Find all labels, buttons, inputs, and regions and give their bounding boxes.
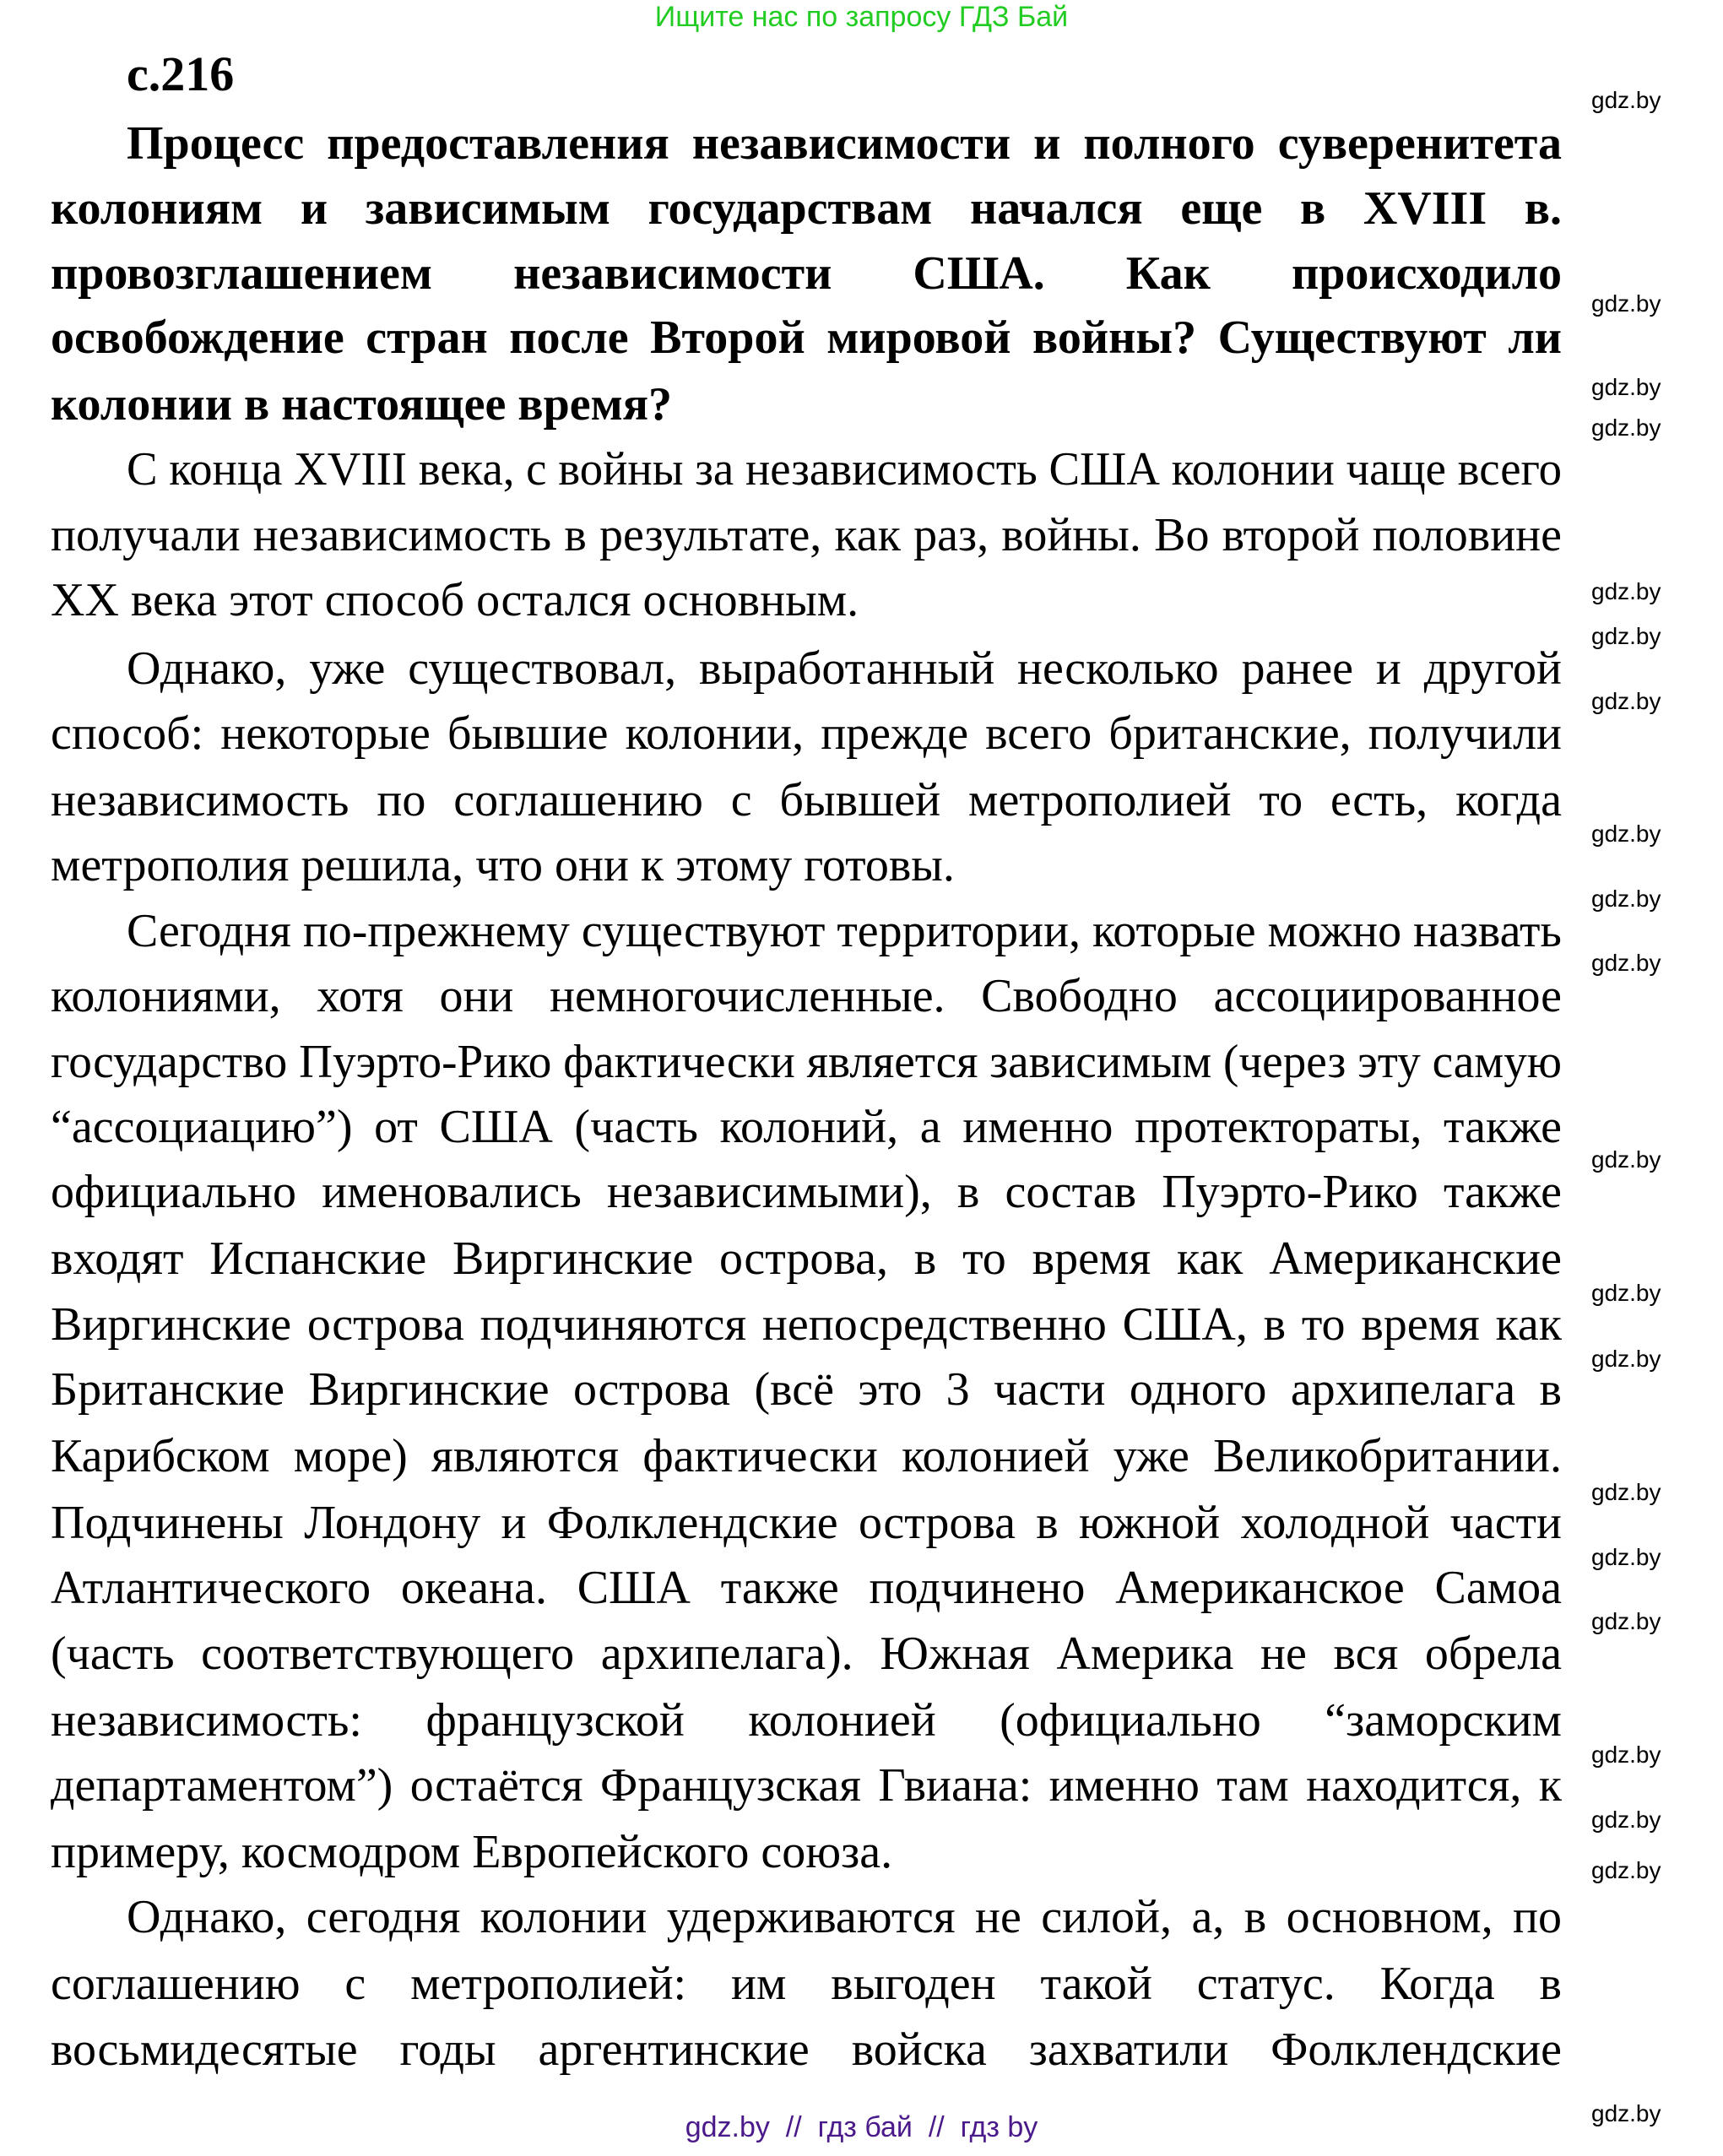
text-line: колониями, хотя они немногочисленные. Свободно ассоциированное [51,970,1562,1022]
text-line: независимость по соглашению с бывшей метрополией то есть, когда [51,774,1562,826]
text-line: “ассоциацию”) от США (часть колоний, а именно протектораты, также [51,1101,1562,1153]
question-line: колониям и зависимым государствам начался еще в XVIII в. [51,182,1562,235]
watermark-text: gdz.by [1591,821,1661,847]
watermark-text: gdz.by [1591,414,1661,441]
watermark-text: gdz.by [1591,1857,1661,1883]
watermark-text: gdz.by [1591,1280,1661,1306]
question-line: Процесс предоставления независимости и полного суверенитета [127,117,1562,170]
watermark-text: gdz.by [1591,1146,1661,1173]
text-line: департаментом”) остаётся Французская Гвиана: именно там находится, к [51,1759,1562,1812]
text-line: получали независимость в результате, как раз, войны. Во второй половине [51,509,1562,561]
watermark-text: gdz.by [1591,1608,1661,1634]
text-line: примеру, космодром Европейского союза. [51,1826,893,1878]
watermark-text: gdz.by [1591,374,1661,400]
watermark-text: gdz.by [1591,886,1661,912]
watermark-text: gdz.by [1591,1544,1661,1570]
text-line: входят Испанские Виргинские острова, в то время как Американские [51,1232,1562,1285]
page-number: с.216 [127,46,235,101]
text-line: XX века этот способ остался основным. [51,574,859,626]
text-line: государство Пуэрто-Рико фактически является зависимым (через эту самую [51,1036,1563,1088]
watermark-text: gdz.by [1591,688,1661,714]
text-line: метрополия решила, что они к этому готовы. [51,839,955,891]
text-line: Сегодня по-прежнему существуют территории, которые можно назвать [127,905,1562,957]
watermark-text: gdz.by [1591,578,1661,604]
question-line: колонии в настоящее время? [51,378,673,431]
search-banner: Ищите нас по запросу ГДЗ Бай [654,1,1069,33]
text-line: способ: некоторые бывшие колонии, прежде всего британские, получили [51,707,1562,760]
text-line: Однако, уже существовал, выработанный несколько ранее и другой [127,642,1562,695]
watermark-text: gdz.by [1591,623,1661,649]
question-line: освобождение стран после Второй мировой войны? Существуют ли [51,311,1562,364]
text-line: Атлантического океана. США также подчинено Американское Самоа [51,1562,1562,1614]
watermark-text: gdz.by [1591,1742,1661,1768]
text-line: Британские Виргинские острова (всё это 3 части одного архипелага в [51,1363,1562,1416]
watermark-text: gdz.by [1591,1479,1661,1505]
watermark-text: gdz.by [1591,950,1661,976]
watermark-text: gdz.by [1591,290,1661,317]
watermark-text: gdz.by [1591,1807,1661,1833]
question-line: провозглашением независимости США. Как происходило [51,247,1562,300]
text-line: восьмидесятые годы аргентинские войска захватили Фолклендские [51,2023,1562,2076]
text-line: Карибском море) являются фактически колонией уже Великобритании. [51,1430,1562,1482]
text-line: соглашению с метрополией: им выгоден такой статус. Когда в [51,1958,1562,2010]
footer-links[interactable]: gdz.by // гдз бай // гдз by [685,2111,1038,2143]
text-line: (часть соответствующего архипелага). Южная Америка не вся обрела [51,1628,1562,1680]
text-line: Подчинены Лондону и Фолклендские острова в южной холодной части [51,1497,1562,1549]
watermark-text: gdz.by [1591,2100,1661,2126]
watermark-text: gdz.by [1591,87,1661,113]
text-line: независимость: французской колонией (официально “заморским [51,1694,1562,1747]
text-line: официально именовались независимыми), в состав Пуэрто-Рико также [51,1166,1562,1218]
watermark-text: gdz.by [1591,1346,1661,1372]
text-line: С конца XVIII века, с войны за независимость США колонии чаще всего [127,443,1563,496]
text-line: Виргинские острова подчиняются непосредственно США, в то время как [51,1298,1562,1351]
text-line: Однако, сегодня колонии удерживаются не силой, а, в основном, по [127,1891,1562,1943]
